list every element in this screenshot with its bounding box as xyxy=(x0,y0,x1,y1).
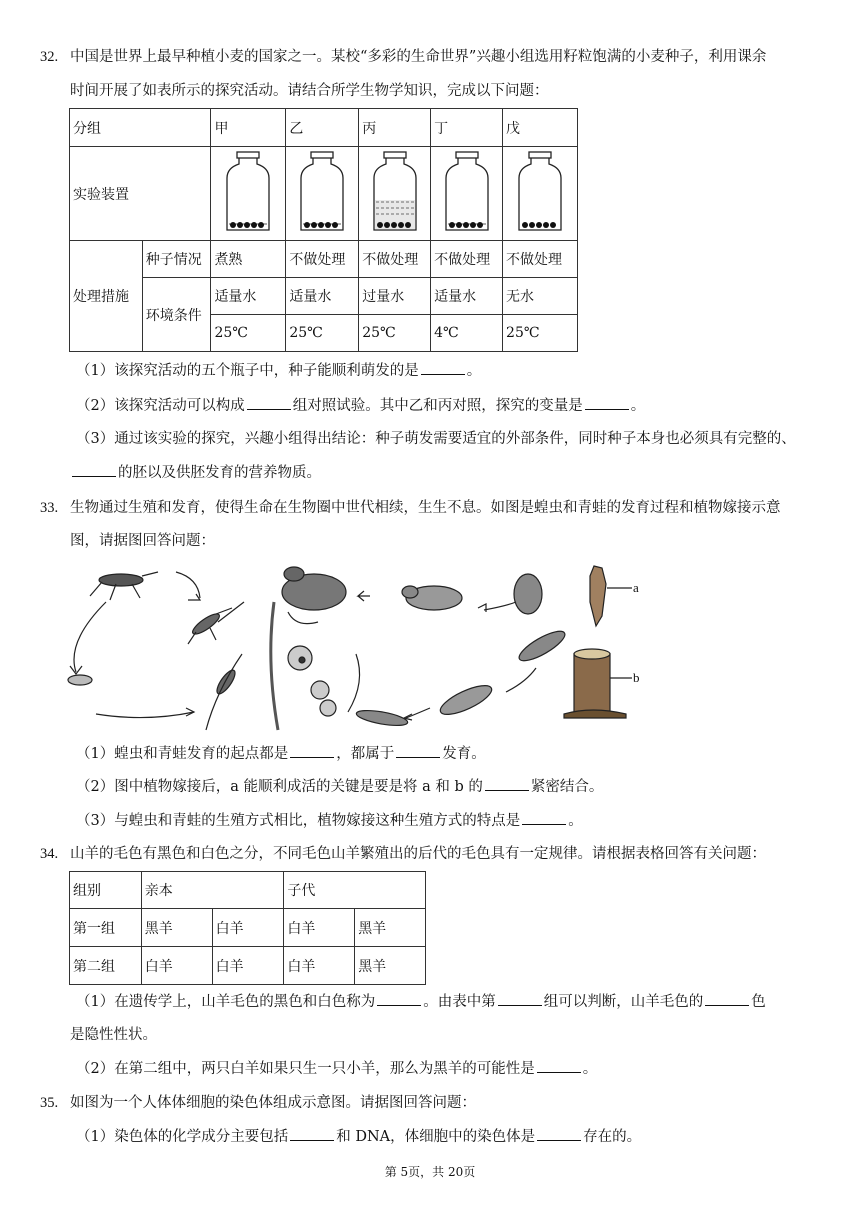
cell-water: 适量水 xyxy=(211,278,286,315)
cell-seed: 不做处理 xyxy=(431,241,503,278)
q33-intro-line1: 生物通过生殖和发育，使得生命在生物圈中世代相续，生生不息。如图是蝗虫和青蛙的发育过程和植物嫁接示意 xyxy=(70,500,781,516)
cell-water: 适量水 xyxy=(431,278,503,315)
row-name: 第一组 xyxy=(70,909,142,947)
cell-offspring: 黑羊 xyxy=(355,909,426,947)
answer-blank[interactable] xyxy=(537,1058,581,1073)
answer-blank[interactable] xyxy=(396,743,440,758)
answer-blank[interactable] xyxy=(377,991,421,1006)
question-number-33: 33. xyxy=(40,500,59,516)
cell-seed: 煮熟 xyxy=(211,241,286,278)
answer-blank[interactable] xyxy=(585,395,629,410)
cell-temperature: 25℃ xyxy=(211,315,286,352)
group-ding: 丁 xyxy=(431,109,503,147)
q33-sub2-end: 紧密结合。 xyxy=(530,779,604,795)
q35-sub1-text2: 和 DNA，体细胞中的染色体是 xyxy=(336,1129,536,1145)
jar-excess-water-icon xyxy=(370,150,420,234)
q32-sub1 xyxy=(76,360,481,382)
jar-yi xyxy=(286,147,359,241)
q34-sub2 xyxy=(76,1058,597,1080)
q35-intro: 如图为一个人体体细胞的染色体组成示意图。请据图回答问题： xyxy=(70,1095,476,1111)
answer-blank[interactable] xyxy=(498,991,542,1006)
q32-experiment-table xyxy=(69,108,578,352)
q33-intro-line2: 图，请据图回答问题： xyxy=(70,533,215,549)
answer-blank[interactable] xyxy=(522,810,566,825)
q34-sub2-end: 。 xyxy=(582,1061,598,1077)
q32-sub1-text: （1）该探究活动的五个瓶子中，种子能顺利萌发的是 xyxy=(76,363,419,379)
page-footer: 第 5页，共 20页 xyxy=(384,1165,476,1179)
q34-sub2-text: （2）在第二组中，两只白羊如果只生一只小羊，那么为黑羊的可能性是 xyxy=(76,1061,535,1077)
answer-blank[interactable] xyxy=(290,1126,334,1141)
cell-seed: 不做处理 xyxy=(359,241,431,278)
jar-adequate-water-icon xyxy=(297,150,347,234)
label-b: b xyxy=(633,670,640,685)
question-number-35: 35. xyxy=(40,1095,59,1111)
q32-sub2-text2: 组对照试验。其中乙和丙对照，探究的变量是 xyxy=(292,398,583,414)
q33-sub3-text: （3）与蝗虫和青蛙的生殖方式相比，植物嫁接这种生殖方式的特点是 xyxy=(76,813,521,829)
jar-ding xyxy=(431,147,503,241)
q33-sub3 xyxy=(76,810,583,832)
q34-goat-table xyxy=(69,871,426,985)
cell-water: 适量水 xyxy=(286,278,359,315)
cell-parent: 白羊 xyxy=(141,947,212,985)
cell-offspring: 黑羊 xyxy=(355,947,426,985)
q34-sub1-text: （1）在遗传学上，山羊毛色的黑色和白色称为 xyxy=(76,994,376,1010)
q33-sub1-text: （1）蝗虫和青蛙发育的起点都是 xyxy=(76,746,289,762)
cell-seed: 不做处理 xyxy=(286,241,359,278)
header-environment: 环境条件 xyxy=(142,278,211,352)
cell-temperature: 25℃ xyxy=(359,315,431,352)
locust-life-cycle-icon xyxy=(68,572,244,730)
jar-adequate-water-icon xyxy=(442,150,492,234)
cell-seed: 不做处理 xyxy=(503,241,578,278)
q32-sub2 xyxy=(76,395,645,417)
q34-sub1-cont: 是隐性性状。 xyxy=(70,1027,157,1043)
answer-blank[interactable] xyxy=(247,395,291,410)
q32-sub3: （3）通过该实验的探究，兴趣小组得出结论：种子萌发需要适宜的外部条件，同时种子本身也必须具有完整的、 xyxy=(76,431,796,447)
question-number-34: 34. xyxy=(40,846,59,862)
q34-sub1-text4: 色 xyxy=(751,994,766,1010)
answer-blank[interactable] xyxy=(485,776,529,791)
cell-water: 无水 xyxy=(503,278,578,315)
q34-sub1-text3: 组可以判断，山羊毛色的 xyxy=(543,994,704,1010)
jar-wu xyxy=(503,147,578,241)
development-and-grafting-figure xyxy=(66,562,646,734)
answer-blank[interactable] xyxy=(290,743,334,758)
q32-sub2-text: （2）该探究活动可以构成 xyxy=(76,398,245,414)
grafting-icon xyxy=(564,566,632,718)
q35-sub1 xyxy=(76,1126,641,1148)
header-offspring: 子代 xyxy=(284,872,426,909)
q32-intro-line2: 时间开展了如表所示的探究活动。请结合所学生物学知识，完成以下问题： xyxy=(70,83,549,99)
cell-parent: 白羊 xyxy=(212,947,284,985)
q32-sub2-end: 。 xyxy=(630,398,646,414)
cell-temperature: 25℃ xyxy=(286,315,359,352)
q35-sub1-text: （1）染色体的化学成分主要包括 xyxy=(76,1129,289,1145)
cell-parent: 黑羊 xyxy=(141,909,212,947)
group-bing: 丙 xyxy=(359,109,431,147)
q33-sub3-end: 。 xyxy=(568,813,583,829)
question-number-32: 32. xyxy=(40,49,59,65)
q32-sub3-cont xyxy=(70,462,321,484)
group-jia: 甲 xyxy=(211,109,286,147)
q33-sub1-text2: ，都属于 xyxy=(336,746,395,762)
q33-sub2-text: （2）图中植物嫁接后，a 能顺利成活的关键是要是将 a 和 b 的 xyxy=(76,779,483,795)
answer-blank[interactable] xyxy=(72,462,116,477)
q33-sub1-end: 发育。 xyxy=(442,746,486,762)
header-group: 分组 xyxy=(70,109,211,147)
q34-sub1-text2: 。由表中第 xyxy=(423,994,496,1010)
jar-bing xyxy=(359,147,431,241)
q32-intro-line1: 中国是世界上最早种植小麦的国家之一。某校“多彩的生命世界”兴趣小组选用籽粒饱满的小麦种子，利用课余 xyxy=(70,49,767,65)
cell-offspring: 白羊 xyxy=(284,909,355,947)
group-yi: 乙 xyxy=(286,109,359,147)
answer-blank[interactable] xyxy=(421,360,465,375)
q32-sub3-end: 的胚以及供胚发育的营养物质。 xyxy=(118,465,321,481)
label-a: a xyxy=(633,580,639,595)
q33-sub2 xyxy=(76,776,603,798)
jar-no-water-icon xyxy=(515,150,565,234)
q33-sub1 xyxy=(76,743,486,765)
cell-water: 过量水 xyxy=(359,278,431,315)
header-group: 组别 xyxy=(70,872,142,909)
answer-blank[interactable] xyxy=(537,1126,581,1141)
header-device: 实验装置 xyxy=(70,147,211,241)
answer-blank[interactable] xyxy=(705,991,749,1006)
frog-life-cycle-icon xyxy=(271,567,569,730)
cell-offspring: 白羊 xyxy=(284,947,355,985)
header-seed-condition: 种子情况 xyxy=(142,241,211,278)
jar-adequate-water-icon xyxy=(223,150,273,234)
header-parent: 亲本 xyxy=(141,872,284,909)
q32-sub1-end: 。 xyxy=(466,363,482,379)
q35-sub1-end: 存在的。 xyxy=(583,1129,642,1145)
jar-jia xyxy=(211,147,286,241)
cell-temperature: 25℃ xyxy=(503,315,578,352)
cell-parent: 白羊 xyxy=(212,909,284,947)
header-treatment: 处理措施 xyxy=(70,241,143,352)
row-name: 第二组 xyxy=(70,947,142,985)
cell-temperature: 4℃ xyxy=(431,315,503,352)
q34-intro: 山羊的毛色有黑色和白色之分，不同毛色山羊繁殖出的后代的毛色具有一定规律。请根据表格回答有关问题： xyxy=(70,846,766,862)
q34-sub1 xyxy=(76,991,766,1013)
group-wu: 戊 xyxy=(503,109,578,147)
